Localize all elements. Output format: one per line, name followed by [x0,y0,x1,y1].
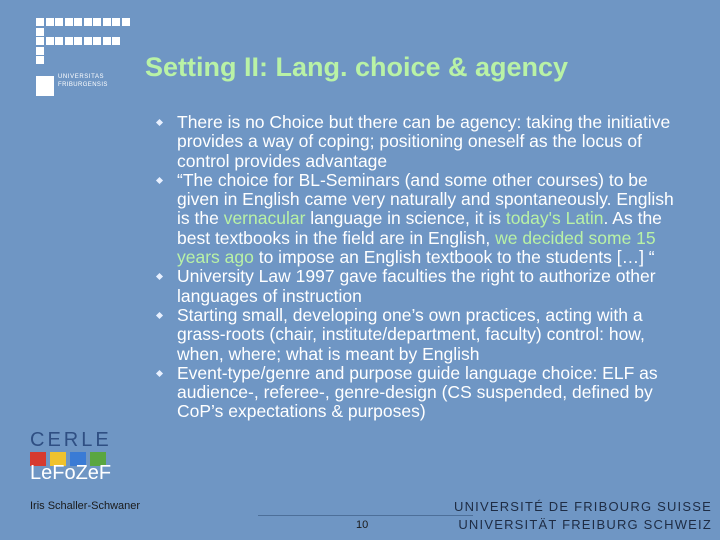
bullet-item [155,364,685,422]
university-logo-line2: FRIBURGENSIS [58,82,108,88]
diamond-icon [156,273,163,280]
bullet-text: to impose an English textbook to the students […] “ [253,247,655,268]
footer-divider [258,515,473,516]
university-logo-grid-icon [36,14,130,74]
bullet-text: Starting small, developing one’s own practices, acting with a grass-roots (chair, institute/department, faculty) control: how, when, where; what is meant by English [177,304,645,364]
bullet-list [155,113,685,422]
highlighted-text: vernacular [223,208,306,229]
diamond-icon [156,119,163,126]
page-number: 10 [356,519,369,531]
bullet-text: University Law 1997 gave faculties the right to authorize other languages of instruction [177,266,656,306]
lefozef-logo-text: LeFoZeF [30,462,112,484]
university-footer-name [454,498,712,534]
bullet-item [155,113,685,171]
university-name-fr: UNIVERSITÉ DE FRIBOURG SUISSE [453,499,712,514]
bullet-item [155,171,685,267]
university-logo-corner-icon [36,76,54,96]
diamond-icon [156,312,163,319]
slide-title: Setting II: Lang. choice & agency [145,52,569,82]
bullet-item [155,306,685,364]
university-logo [36,14,130,98]
diamond-icon [156,370,163,377]
bullet-text: . As the best textbooks in the field are in English, [177,208,662,248]
diamond-icon [156,177,163,184]
bullet-item [155,267,685,306]
bullet-text: language in science, it is [305,208,506,229]
highlighted-text: we decided some 15 years ago [177,227,656,268]
author-name: Iris Schaller-Schwaner [30,500,141,512]
cerle-logo-text: CERLE [30,429,112,451]
university-name-de: UNIVERSITÄT FREIBURG SCHWEIZ [458,517,712,532]
bullet-text: “The choice for BL-Seminars (and some other courses) to be given in English came very naturally and spontaneously. English is the [177,169,674,229]
university-logo-line1: UNIVERSITAS [58,74,105,80]
highlighted-text: today's Latin [505,208,604,229]
bullet-text: Event-type/genre and purpose guide language choice: ELF as audience-, referee-, genre-design (CS suspended, defined by CoP’s expectations & purposes) [177,362,658,422]
bullet-text: There is no Choice but there can be agency: taking the initiative provides a way of coping; positioning oneself as the locus of control provides advantage [177,112,671,171]
